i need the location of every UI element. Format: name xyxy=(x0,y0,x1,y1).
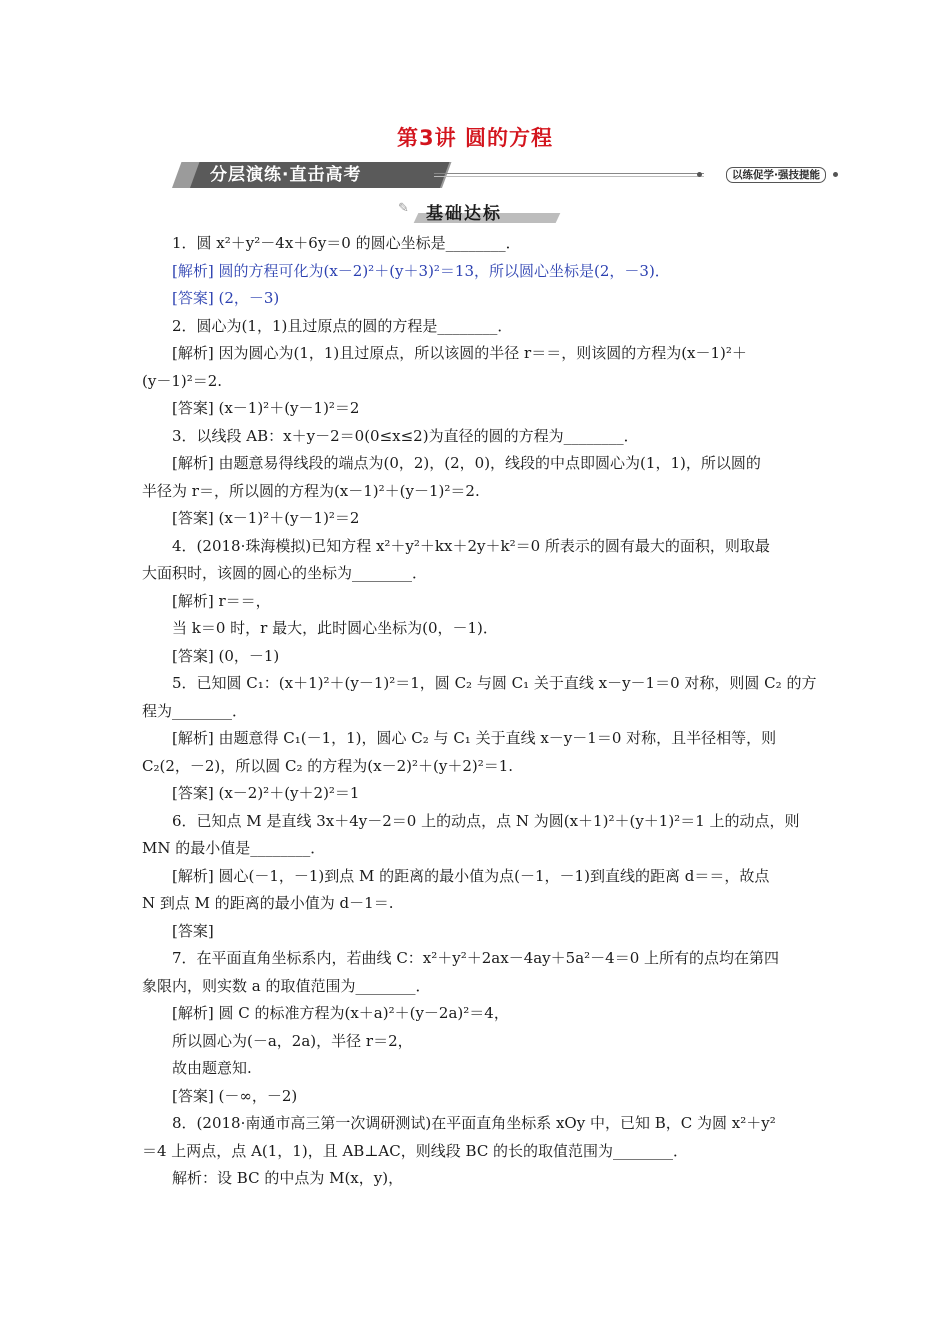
text-line: 8．(2018·南通市高三第一次调研测试)在平面直角坐标系 xOy 中，已知 B，C 为圆 x²＋y² xyxy=(172,1114,776,1132)
text-line: [答案] (x－1)²＋(y－1)²＝2 xyxy=(172,399,360,417)
section-heading xyxy=(398,199,563,225)
section-banner xyxy=(172,162,844,188)
banner-left-text: 分层演练·直击高考 xyxy=(210,165,362,185)
banner-rule-2 xyxy=(434,176,704,177)
text-line: [答案] (－∞，－2) xyxy=(172,1086,298,1105)
text-line: 当 k＝0 时，r 最大，此时圆心坐标为(0，－1)． xyxy=(172,619,498,637)
text-line: 解析：设 BC 的中点为 M(x，y)， xyxy=(172,1169,404,1187)
text-line: [解析] r＝＝， xyxy=(172,591,271,610)
text-line: [答案] (x－1)²＋(y－1)²＝2 xyxy=(172,509,360,527)
banner-dot-icon-right xyxy=(833,172,838,177)
banner-right-tag: 以练促学·强技提能 xyxy=(726,167,826,183)
text-line: 1．圆 x²＋y²－4x＋6y＝0 的圆心坐标是________． xyxy=(172,234,521,252)
text-line: [解析] 圆 C 的标准方程为(x＋a)²＋(y－2a)²＝4， xyxy=(172,1004,509,1022)
text-line: N 到点 M 的距离的最小值为 d－1＝. xyxy=(142,894,394,912)
text-line: MN 的最小值是________． xyxy=(142,839,326,857)
text-line: 故由题意知. xyxy=(172,1059,252,1077)
text-line: [解析] 由题意得 C₁(－1，1)，圆心 C₂ 与 C₁ 关于直线 x－y－1＝0 对称，且半径相等，则 xyxy=(172,729,777,747)
text-line: ＝4 上两点，点 A(1，1)，且 AB⊥AC，则线段 BC 的长的取值范围为________． xyxy=(142,1141,689,1160)
text-line: 5．已知圆 C₁：(x＋1)²＋(y－1)²＝1，圆 C₂ 与圆 C₁ 关于直线 x－y－1＝0 对称，则圆 C₂ 的方 xyxy=(172,674,817,692)
text-line: 象限内，则实数 a 的取值范围为________． xyxy=(142,976,431,995)
text-line: 所以圆心为(－a，2a)，半径 r＝2， xyxy=(172,1031,413,1050)
text-line: 4．(2018·珠海模拟)已知方程 x²＋y²＋kx＋2y＋k²＝0 所表示的圆有最大的面积，则取最 xyxy=(172,536,770,555)
text-line: 半径为 r＝，所以圆的方程为(x－1)²＋(y－1)²＝2. xyxy=(142,481,480,500)
text-line: [解析] 圆心(－1，－1)到点 M 的距离的最小值为点(－1，－1)到直线的距离 d＝＝，故点 xyxy=(172,866,770,885)
text-line: 3．以线段 AB：x＋y－2＝0(0≤x≤2)为直径的圆的方程为________． xyxy=(172,426,639,445)
text-line: [解析] 由题意易得线段的端点为(0，2)，(2，0)，线段的中点即圆心为(1，1)，所以圆的 xyxy=(172,454,761,472)
text-line: 7．在平面直角坐标系内，若曲线 C：x²＋y²＋2ax－4ay＋5a²－4＝0 上所有的点均在第四 xyxy=(172,949,780,967)
text-line: 程为________． xyxy=(142,701,248,720)
text-line: [答案] (x－2)²＋(y＋2)²＝1 xyxy=(172,784,360,802)
text-line: [答案] (2，－3) xyxy=(172,289,280,307)
text-line: (y－1)²＝2. xyxy=(142,371,223,390)
text-line: 6．已知点 M 是直线 3x＋4y－2＝0 上的动点，点 N 为圆(x＋1)²＋(y＋1)²＝1 上的动点，则 xyxy=(172,811,800,830)
pencil-icon: ✎ xyxy=(398,201,409,216)
text-line: 大面积时，该圆的圆心的坐标为________． xyxy=(142,564,428,582)
document-body xyxy=(142,230,817,1193)
banner-rule xyxy=(434,173,704,174)
text-line: [解析] 因为圆心为(1，1)且过原点，所以该圆的半径 r＝＝，则该圆的方程为(x－1)²＋ xyxy=(172,344,747,362)
banner-dot-icon xyxy=(697,172,702,177)
page-title: 第3讲 圆的方程 xyxy=(397,126,553,150)
text-line: C₂(2，－2)，所以圆 C₂ 的方程为(x－2)²＋(y＋2)²＝1. xyxy=(142,756,514,775)
text-line: [答案] (0，－1) xyxy=(172,646,280,665)
text-line: [解析] 圆的方程可化为(x－2)²＋(y＋3)²＝13，所以圆心坐标是(2，－3)． xyxy=(172,261,670,280)
section-label: 基础达标 xyxy=(426,204,502,224)
text-line: 2．圆心为(1，1)且过原点的圆的方程是________． xyxy=(172,316,513,335)
text-line: [答案] xyxy=(172,921,214,940)
